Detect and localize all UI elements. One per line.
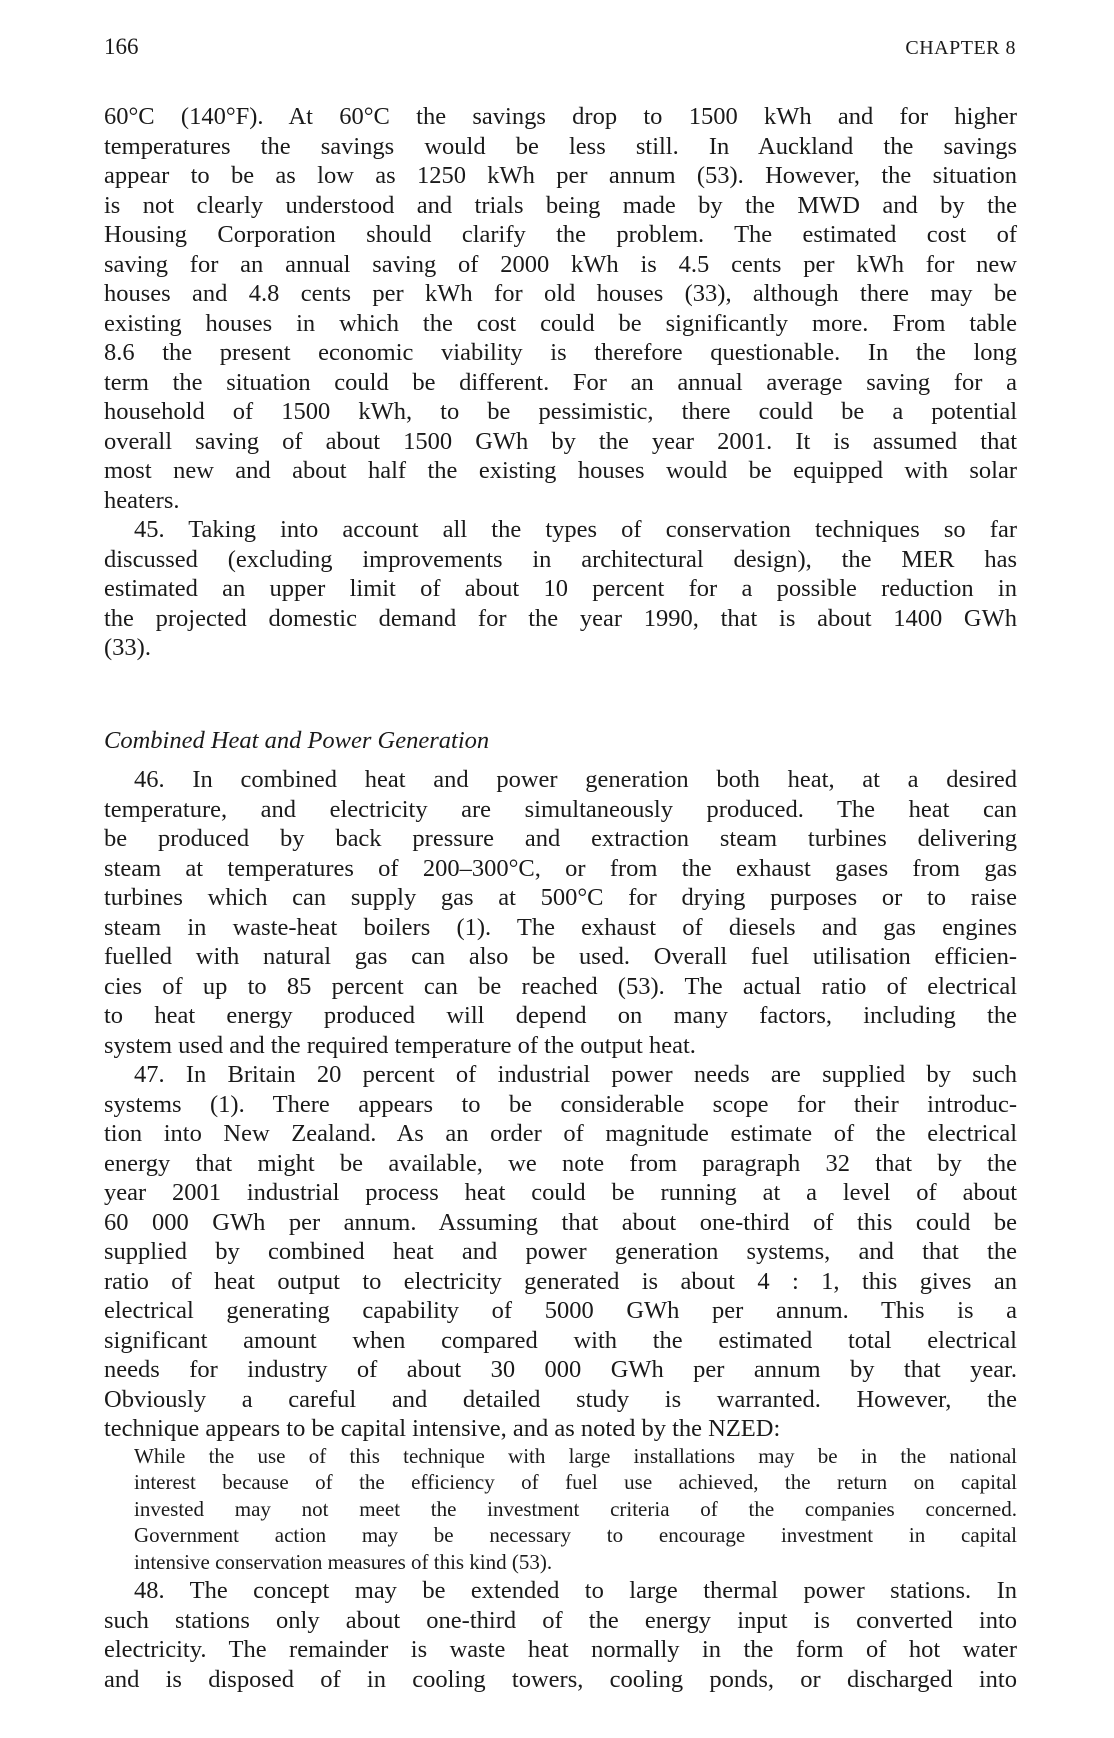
text-line: technique appears to be capital intensive, and as noted by the NZED: (104, 1415, 781, 1442)
text-line: electricity. The remainder is waste heat normally in the form of hot water (104, 1636, 1017, 1663)
text-line: 46. In combined heat and power generation both heat, at a desired (134, 766, 1017, 793)
section-heading: Combined Heat and Power Generation (104, 727, 490, 754)
text-line: the projected domestic demand for the year 1990, that is about 1400 GWh (104, 604, 1017, 632)
text-line: existing houses in which the cost could be significantly more. From table (104, 309, 1017, 337)
text-line: electrical generating capability of 5000 GWh per annum. This is a (104, 1297, 1017, 1324)
body-text-main (104, 765, 1017, 1694)
text-line: cies of up to 85 percent can be reached (53). The actual ratio of electrical (104, 972, 1017, 1000)
text-line: temperature, and electricity are simultaneously produced. The heat can (104, 795, 1017, 823)
text-line: heaters. (104, 486, 180, 514)
text-line: household of 1500 kWh, to be pessimistic, there could be a potential (104, 398, 1017, 425)
text-line: and is disposed of in cooling towers, cooling ponds, or discharged into (104, 1665, 1017, 1693)
text-line: significant amount when compared with the estimated total electrical (104, 1326, 1017, 1354)
text-line: temperatures the savings would be less still. In Auckland the savings (104, 132, 1017, 160)
text-line: steam at temperatures of 200–300°C, or from the exhaust gases from gas (104, 854, 1017, 882)
text-line: to heat energy produced will depend on many factors, including the (104, 1002, 1017, 1029)
text-line: energy that might be available, we note from paragraph 32 that by the (104, 1149, 1017, 1177)
text-line: Obviously a careful and detailed study is warranted. However, the (104, 1385, 1017, 1413)
text-line: ratio of heat output to electricity generated is about 4 : 1, this gives an (104, 1267, 1017, 1295)
text-line: intensive conservation measures of this kind (53). (134, 1549, 553, 1574)
body-text-top (104, 102, 1017, 663)
running-head: CHAPTER 8 (905, 37, 1016, 59)
text-line: year 2001 industrial process heat could be running at a level of about (104, 1179, 1017, 1206)
text-line: needs for industry of about 30 000 GWh per annum by that year. (104, 1356, 1017, 1383)
text-line: 48. The concept may be extended to large thermal power stations. In (134, 1577, 1017, 1604)
text-block (104, 102, 1017, 663)
text-line: be produced by back pressure and extraction steam turbines delivering (104, 825, 1017, 852)
text-line: most new and about half the existing houses would be equipped with solar (104, 457, 1017, 484)
text-block (104, 765, 1017, 1444)
text-line: Government action may be necessary to encourage investment in capital (134, 1523, 1017, 1547)
text-line: systems (1). There appears to be considerable scope for their introduc- (104, 1090, 1017, 1118)
text-line: fuelled with natural gas can also be used. Overall fuel utilisation efficien- (104, 943, 1017, 970)
text-line: such stations only about one-third of the energy input is converted into (104, 1606, 1017, 1634)
text-line: 47. In Britain 20 percent of industrial power needs are supplied by such (134, 1061, 1017, 1088)
text-line: 60°C (140°F). At 60°C the savings drop to 1500 kWh and for higher (104, 103, 1017, 130)
text-line: 60 000 GWh per annum. Assuming that about one-third of this could be (104, 1208, 1017, 1236)
block-quote (104, 1443, 1017, 1576)
text-line: supplied by combined heat and power generation systems, and that the (104, 1238, 1017, 1265)
text-line: turbines which can supply gas at 500°C for drying purposes or to raise (104, 884, 1017, 911)
text-line: interest because of the efficiency of fuel use achieved, the return on capital (134, 1470, 1017, 1494)
text-line: steam in waste-heat boilers (1). The exhaust of diesels and gas engines (104, 913, 1017, 941)
text-line: tion into New Zealand. As an order of magnitude estimate of the electrical (104, 1120, 1017, 1147)
text-line: appear to be as low as 1250 kWh per annum (53). However, the situation (104, 162, 1017, 189)
text-line: While the use of this technique with large installations may be in the national (134, 1443, 1017, 1468)
text-line: overall saving of about 1500 GWh by the year 2001. It is assumed that (104, 427, 1017, 455)
text-line: saving for an annual saving of 2000 kWh is 4.5 cents per kWh for new (104, 250, 1017, 278)
text-line: system used and the required temperature of the output heat. (104, 1031, 696, 1059)
text-line: houses and 4.8 cents per kWh for old houses (33), although there may be (104, 280, 1017, 307)
text-line: 45. Taking into account all the types of conservation techniques so far (134, 516, 1017, 543)
page-number: 166 (104, 34, 139, 59)
text-line: estimated an upper limit of about 10 percent for a possible reduction in (104, 575, 1017, 602)
text-line: term the situation could be different. For an annual average saving for a (104, 368, 1017, 396)
text-line: discussed (excluding improvements in architectural design), the MER has (104, 545, 1017, 573)
text-line: Housing Corporation should clarify the problem. The estimated cost of (104, 221, 1017, 248)
text-line: is not clearly understood and trials being made by the MWD and by the (104, 191, 1017, 219)
text-line: 8.6 the present economic viability is therefore questionable. In the long (104, 339, 1017, 366)
text-line: invested may not meet the investment criteria of the companies concerned. (134, 1496, 1017, 1521)
text-block (104, 1576, 1017, 1694)
text-line: (33). (104, 634, 151, 661)
